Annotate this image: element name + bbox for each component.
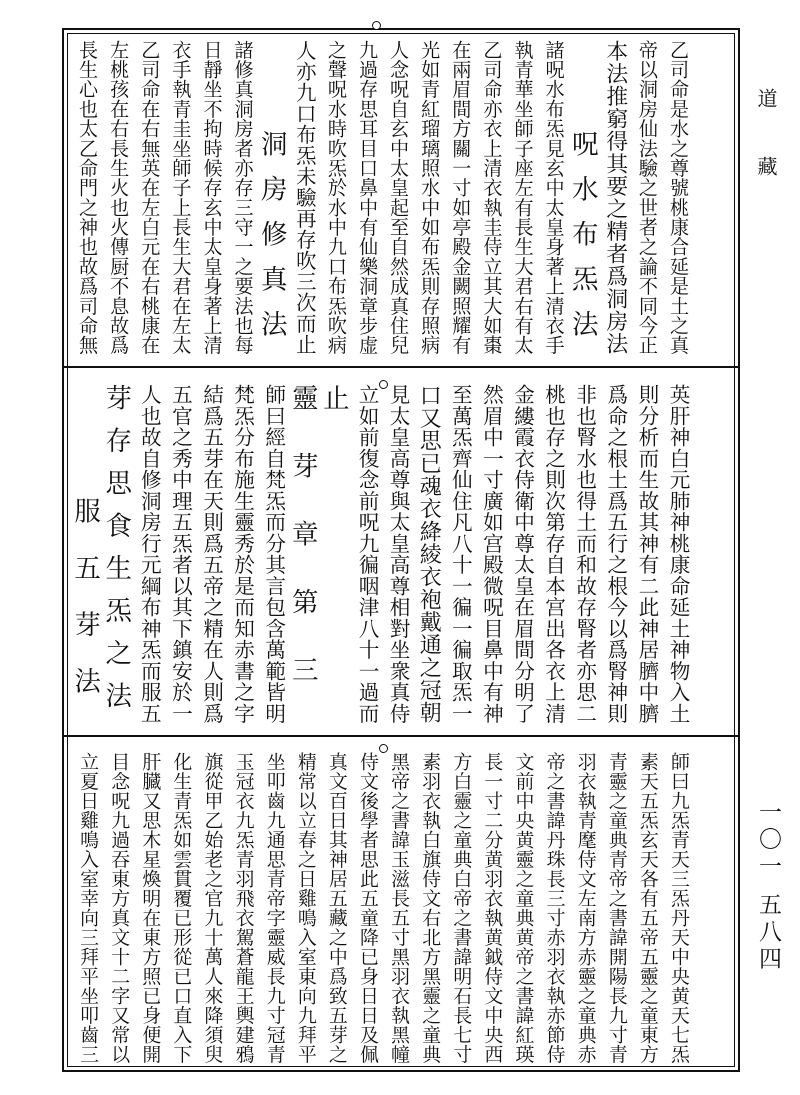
text-column: 人也故自修洞房行元綱布神炁而服五 xyxy=(137,384,162,724)
text-column: 在兩眉間方關一寸如亭殿金闕照耀有 xyxy=(449,40,473,356)
text-column: 肝臓又思木星煥明在東方照已身便開 xyxy=(139,752,162,1064)
text-column: 光如青紅瑠璃照水中如布炁則存照病 xyxy=(418,40,442,356)
text-column: 金縷霞衣侍衛中尊太皇在眉間分明了 xyxy=(510,384,535,724)
text-column: 青靈之童典青帝之書諱開陽長九寸青 xyxy=(605,752,628,1064)
text-column: 桃也存之則次第存自本宫出各衣上清 xyxy=(541,384,566,724)
text-column: 羽衣執青麾侍文左南方赤靈之童典赤 xyxy=(574,752,597,1064)
text-column: 芽存思食生炁之法 xyxy=(100,384,132,724)
text-column: 玉冠衣九炁青羽飛衣駕蒼龍王輿建鴉 xyxy=(232,752,255,1064)
text-column: 乙司命亦衣上清衣執圭侍立其大如棗 xyxy=(480,40,504,356)
text-column: 帝以洞房仙法驗之世者之論不同今正 xyxy=(635,40,659,356)
text-column: 非也腎水也得土而和故存腎者亦思二 xyxy=(572,384,597,724)
text-column: 坐叩齒九通思青帝字靈威長九寸冠青 xyxy=(263,752,286,1064)
text-column: 諸修真洞房者亦存三守一之要法也每 xyxy=(231,40,255,356)
text-column: 呪水布炁法 xyxy=(566,40,598,355)
text-column: 則分析而生故其神有二此神居臍中臍 xyxy=(634,384,659,724)
panel-divider-1 xyxy=(62,366,740,368)
text-column: 長一寸二分黄羽衣執黄鉞侍文中央西 xyxy=(481,752,504,1064)
text-column: 服五芽法 xyxy=(69,384,101,725)
text-column: 五官之秀中理五炁者以其下鎮安於一 xyxy=(168,384,193,724)
text-column: 左桃孩在右長生火也火傳厨不息故爲 xyxy=(107,40,131,356)
text-column: 素羽衣執白旗侍文右北方黑靈之童典 xyxy=(419,752,442,1064)
text-column: 梵炁分布施生靈秀於是而知赤書之字 xyxy=(230,384,255,724)
text-column: 止 xyxy=(317,384,349,724)
text-column: 人亦九口布炁未驗再存吹三次而止 xyxy=(292,40,317,355)
page-number: 一〇一 五八四 xyxy=(755,800,781,974)
text-column: 立如前復念前呪九徧咽津八十一過而 xyxy=(355,384,379,724)
text-column: 洞房修真法 xyxy=(255,40,287,355)
text-column: 爲命之根土爲五行之根今以爲腎神則 xyxy=(603,384,628,724)
text-column: 本法推窮得其要之精者爲洞房法 xyxy=(602,40,628,355)
text-column: 然眉中一寸廣如宫殿微呪目鼻中有神 xyxy=(479,384,504,724)
text-column: 日靜坐不拘時候存玄中太皇身著上清 xyxy=(200,40,224,356)
text-column: 九過存思耳目口鼻中有仙樂洞章步虚 xyxy=(356,40,379,356)
text-column: 乙司命是水之尊號桃康合延是土之真 xyxy=(667,40,690,356)
top-circle-mark xyxy=(372,21,381,30)
text-column: 之聲呪水時吹炁於水中九口布炁吹病 xyxy=(324,40,348,356)
text-column: 結爲五芽在天則爲五帝之精在人則爲 xyxy=(199,384,224,724)
text-column: 師曰九炁青天三炁丹天中央黄天七炁 xyxy=(668,752,690,1064)
text-column: 黑帝之書諱玉滋長五寸黑羽衣執黑幢 xyxy=(388,752,411,1064)
text-column: 英肝神白元肺神桃康命延土神物入土 xyxy=(666,384,690,724)
text-column: 靈芽章第三 xyxy=(286,384,318,724)
text-column: 帝之書諱丹珠長三寸赤羽衣執赤節侍 xyxy=(543,752,566,1064)
text-column: 立夏日雞鳴入室幸向三拜平坐叩齒三 xyxy=(77,752,100,1064)
text-column: 師曰經自梵炁而分其言包含萬範皆明 xyxy=(261,384,286,724)
text-column: 執青華坐師子座左有長生大君右有太 xyxy=(511,40,535,356)
text-column: 方白靈之童典白帝之書諱明石長七寸 xyxy=(450,752,473,1064)
panel-divider-2 xyxy=(62,735,740,737)
text-column: 乙司命在右無英在左白元在右桃康在 xyxy=(138,40,162,356)
text-column: 真文百日其神居五藏之中爲致五芽之 xyxy=(325,752,348,1064)
text-column: 長生心也太乙命門之神也故爲司命無 xyxy=(76,40,100,356)
text-column: 人念呪自玄中太皇起至自然成真住兒 xyxy=(387,40,411,356)
text-column: 目念呪九過吞東方真文十二字又常以 xyxy=(108,752,131,1064)
text-column: 至萬炁齊仙住凡八十一徧一徧取炁一 xyxy=(448,384,473,724)
text-column: 精常以立春之日雞鳴入室東向九拜平 xyxy=(294,752,317,1064)
text-column: 侍文後學者思此五童降已身日日及佩 xyxy=(357,752,379,1064)
text-column: 口又思已魂衣絳綾衣袍戴通之冠朝 xyxy=(416,384,442,725)
text-column: 見太皇高尊與太皇高尊相對坐衆真侍 xyxy=(386,384,411,724)
side-title: 道 藏 xyxy=(754,88,778,190)
text-column: 化生青炁如雲貫覆已形從已口直入下 xyxy=(170,752,193,1064)
text-column: 素天五炁玄天各有五帝五靈之童東方 xyxy=(636,752,659,1064)
text-column: 衣手執青圭坐師子上長生大君在左太 xyxy=(169,40,193,356)
text-column: 諸呪水布炁見玄中太皇身著上清衣手 xyxy=(542,40,566,356)
text-column: 旗從甲乙始老之官九十萬人來降須臾 xyxy=(201,752,224,1064)
text-column: 文前中央黄靈之童典黄帝之書諱紅瑛 xyxy=(512,752,535,1064)
